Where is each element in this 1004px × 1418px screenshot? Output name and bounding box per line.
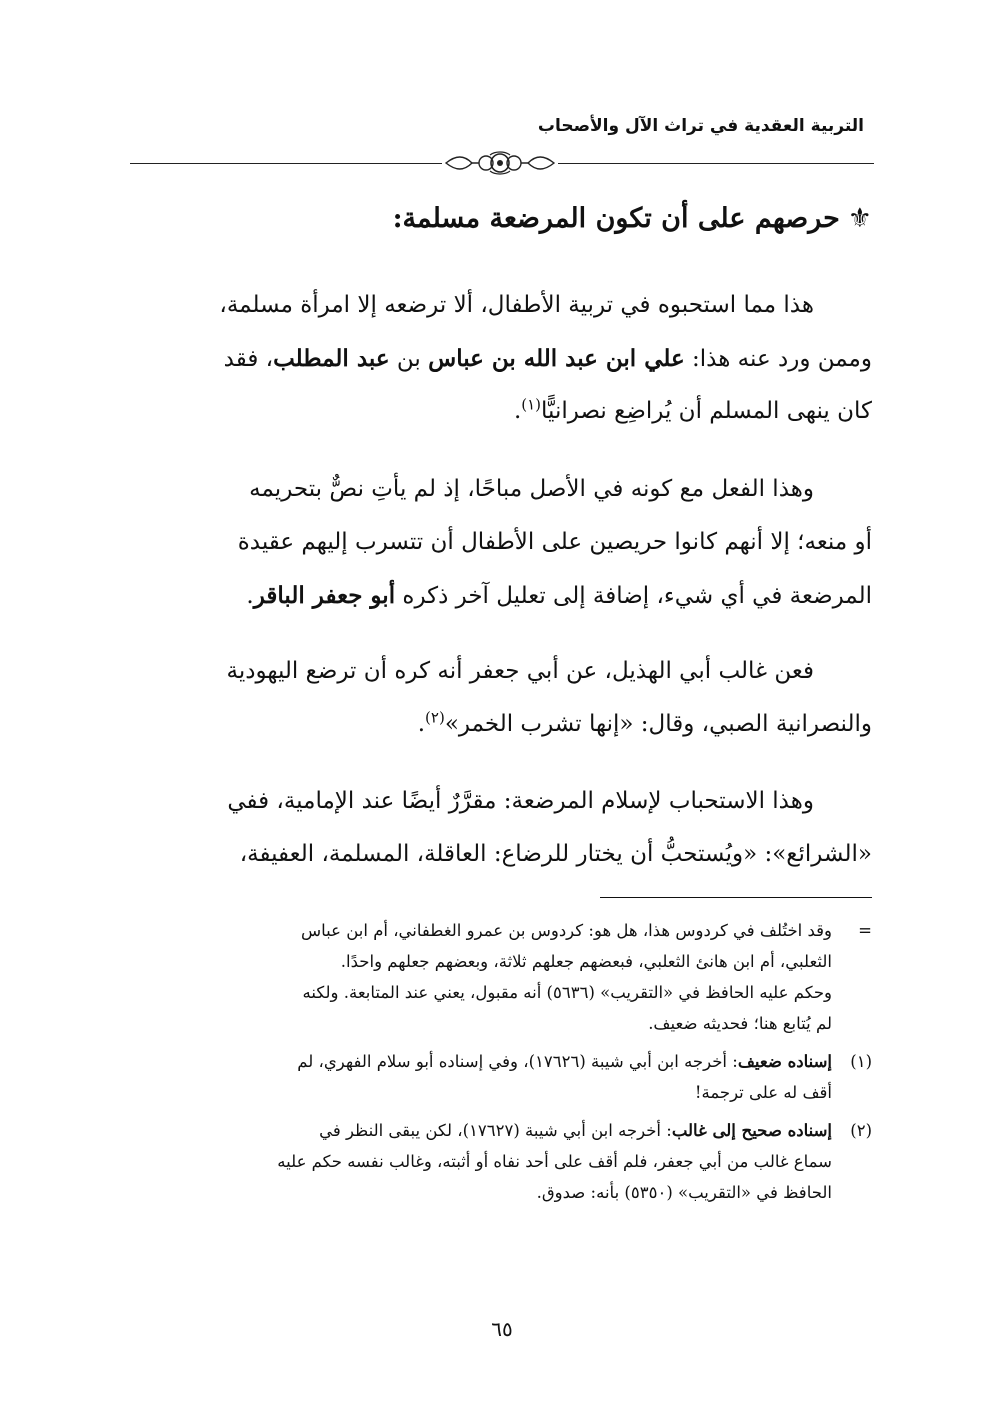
text-run: وهذا الاستحباب لإسلام المرضعة: مقرَّرٌ أيضًا عند الإمامية، ففي <box>227 788 814 814</box>
bold-name: عبد المطلب <box>273 345 390 372</box>
text-run: هذا مما استحبوه في تربية الأطفال، ألا ترضعه إلا امرأة مسلمة، <box>219 292 814 318</box>
paragraph-line <box>130 385 872 438</box>
text-run: المرضعة في أي شيء، إضافة إلى تعليل آخر ذكره <box>395 583 872 609</box>
footnote-line <box>130 1177 872 1208</box>
text-run: الحافظ في «التقريب» (٥٣٥٠) بأنه: صدوق. <box>536 1183 832 1202</box>
paragraph-line <box>130 516 872 569</box>
text-run: وقد اختُلف في كردوس هذا، هل هو: كردوس بن عمرو الغطفاني، أم ابن عباس <box>300 921 832 940</box>
text-run: بن <box>389 346 429 372</box>
text-run: : أخرجه ابن أبي شيبة (١٧٦٢٦)، وفي إسناده أبو سلام الفهري، لم <box>297 1052 738 1071</box>
footnote-line <box>130 915 872 946</box>
running-header: التربية العقدية في تراث الآل والأصحاب <box>537 116 864 136</box>
paragraph-line <box>130 569 872 622</box>
text-run: . <box>417 711 426 737</box>
footnote-line <box>130 1008 872 1039</box>
paragraph-line <box>130 279 872 332</box>
text-run: والنصرانية الصبي، وقال: «إنها تشرب الخمر» <box>444 711 872 737</box>
paragraph-line <box>130 332 872 385</box>
text-run: ، فقد <box>223 346 274 372</box>
footnote-marker: (٢) <box>850 1121 872 1140</box>
bold-name: علي ابن عبد الله بن عباس <box>428 345 685 372</box>
text-run: وهذا الفعل مع كونه في الأصل مباحًا، إذ لم يأتِ نصٌّ بتحريمه <box>249 476 814 502</box>
footnote-continued <box>130 915 872 1039</box>
bold-name: أبو جعفر الباقر <box>253 582 396 609</box>
ornament-icon <box>442 149 558 177</box>
footnote-2 <box>130 1115 872 1208</box>
footnote-ref-2[interactable]: (٢) <box>425 708 445 727</box>
paragraph-line <box>130 775 872 828</box>
footnotes <box>130 915 872 1208</box>
text-run: وممن ورد عنه هذا: <box>684 346 872 372</box>
paragraph-2 <box>130 463 872 622</box>
text-run: كان ينهى المسلم أن يُراضِع نصرانيًّا <box>541 398 872 424</box>
footnote-verdict: إسناده ضعيف <box>737 1052 832 1071</box>
footnote-line <box>130 1077 872 1108</box>
text-run: أقف له على ترجمة! <box>694 1083 832 1102</box>
text-run: لم يُتابع هنا؛ فحديثه ضعيف. <box>648 1014 832 1033</box>
footnote-marker: (١) <box>850 1052 872 1071</box>
continuation-marker: = <box>858 921 872 940</box>
paragraph-line <box>130 828 872 881</box>
fleuron-icon: ⚜ <box>847 203 872 234</box>
page-number: ٦٥ <box>491 1317 513 1341</box>
text-run: . <box>513 398 522 424</box>
footnote-ref-1[interactable]: (١) <box>521 395 542 414</box>
section-heading <box>393 196 872 242</box>
footnote-line <box>130 1046 872 1077</box>
text-run: أو منعه؛ إلا أنهم كانوا حريصين على الأطفال أن تتسرب إليهم عقيدة <box>237 529 872 555</box>
footnote-verdict: إسناده صحيح إلى غالب <box>671 1121 832 1140</box>
footnote-line <box>130 1115 872 1146</box>
text-run: «الشرائع»: «ويُستحبُّ أن يختار للرضاع: العاقلة، المسلمة، العفيفة، <box>239 841 872 867</box>
footnote-line <box>130 977 872 1008</box>
text-run: . <box>246 583 254 609</box>
paragraph-1 <box>130 279 872 438</box>
footnote-line <box>130 946 872 977</box>
footnote-separator <box>600 897 872 898</box>
text-run: : أخرجه ابن أبي شيبة (١٧٦٢٧)، لكن يبقى النظر في <box>319 1121 672 1140</box>
paragraph-3 <box>130 645 872 751</box>
text-run: فعن غالب أبي الهذيل، عن أبي جعفر أنه كره أن ترضع اليهودية <box>226 658 814 684</box>
paragraph-line <box>130 463 872 516</box>
text-run: سماع غالب من أبي جعفر، فلم أقف على أحد نفاه أو أثبته، وغالب نفسه حكم عليه <box>277 1152 832 1171</box>
text-run: وحكم عليه الحافظ في «التقريب» (٥٦٣٦) أنه مقبول، يعني عند المتابعة. ولكنه <box>302 983 832 1002</box>
footnote-line <box>130 1146 872 1177</box>
paragraph-line <box>130 698 872 751</box>
section-heading-text: حرصهم على أن تكون المرضعة مسلمة: <box>392 203 840 234</box>
paragraph-line <box>130 645 872 698</box>
footnote-1 <box>130 1046 872 1108</box>
paragraph-4 <box>130 775 872 881</box>
text-run: الثعلبي، أم ابن هانئ الثعلبي، فبعضهم جعلهم ثلاثة، وبعضهم جعلهم واحدًا. <box>340 952 832 971</box>
